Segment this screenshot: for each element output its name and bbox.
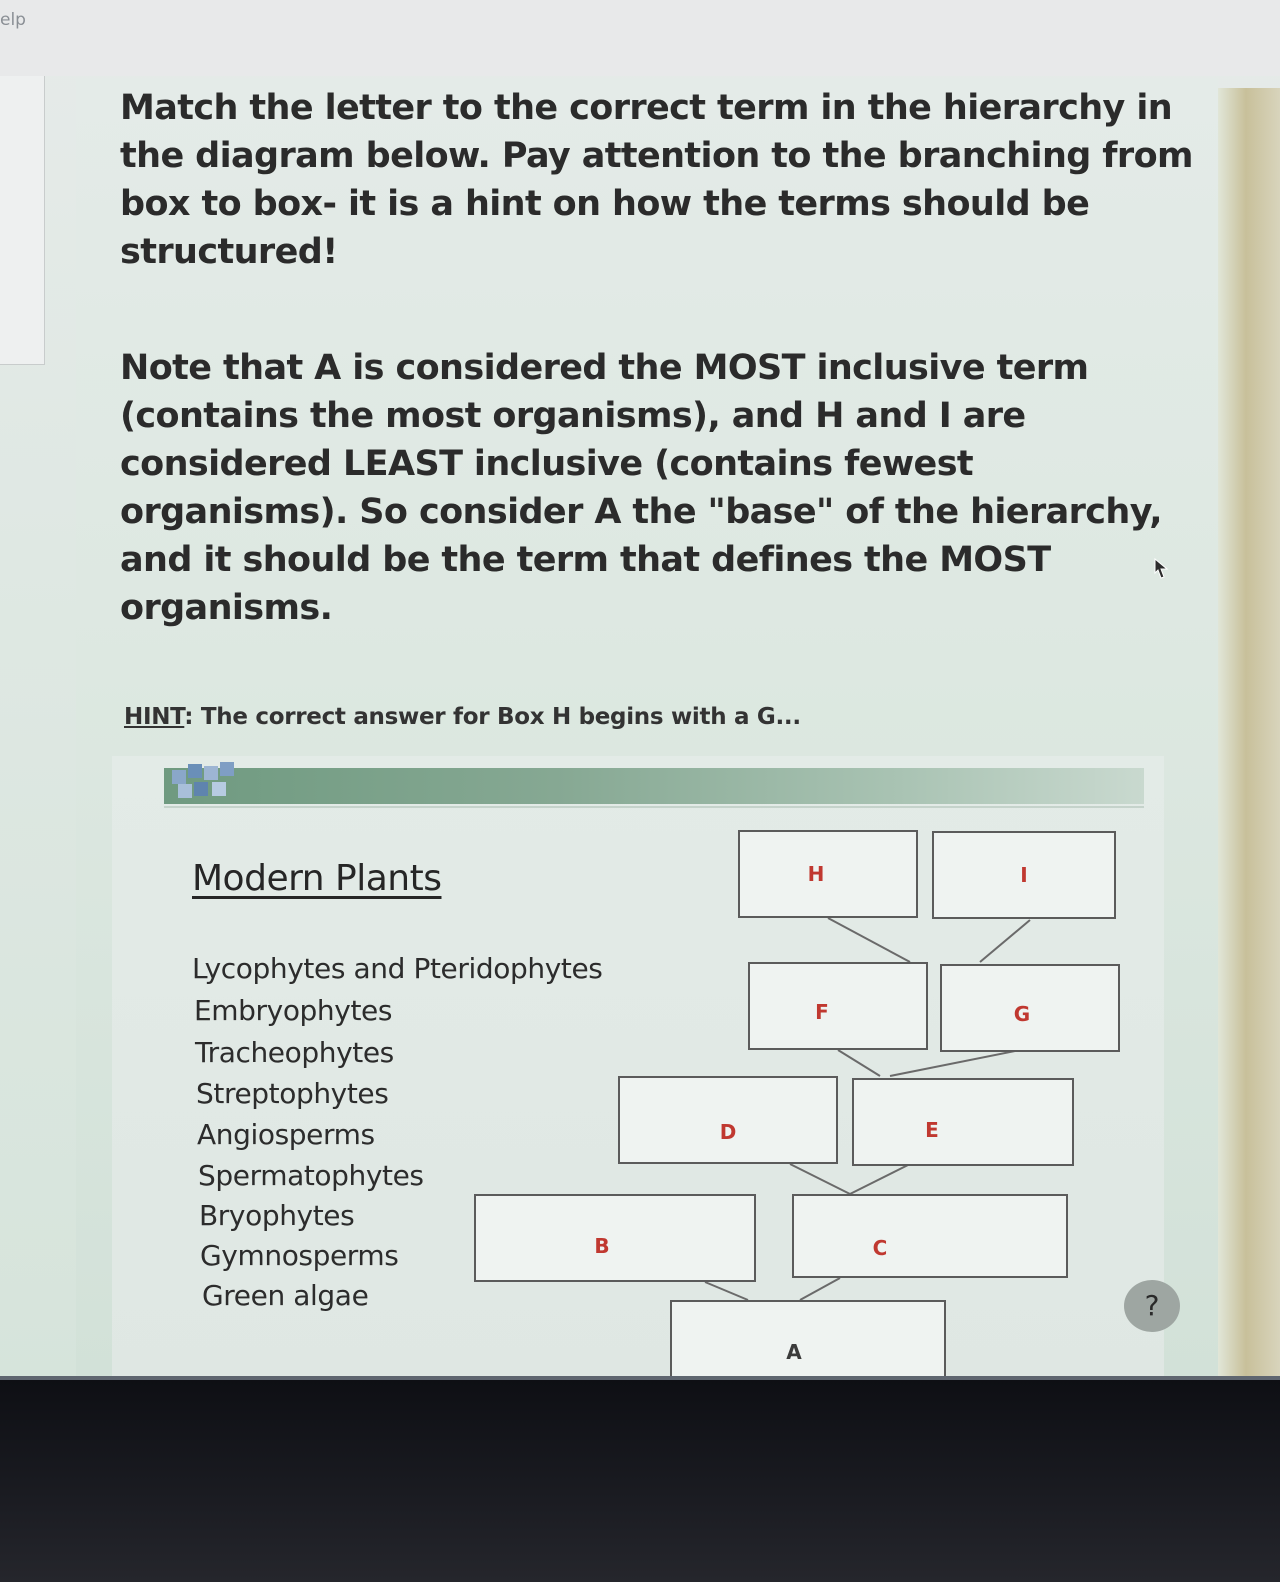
- box-g-letter: G: [1013, 1002, 1031, 1026]
- drop-box-g[interactable]: [940, 964, 1120, 1052]
- header-squares-decoration: [164, 760, 244, 806]
- instruction-paragraph-2: Note that A is considered the MOST inclusive term (contains the most organisms), and H and I are considered LEAST inclusive (contains fewest organisms). So consider A the "base" of the hierarchy, and it should be the term that defines the MOST organisms.: [120, 348, 1162, 628]
- top-bar: [0, 0, 1280, 76]
- box-e-letter: E: [925, 1118, 939, 1142]
- drop-box-c[interactable]: [792, 1194, 1068, 1278]
- diagram-header-bar: [164, 768, 1144, 804]
- mouse-cursor-icon: [1152, 557, 1170, 579]
- box-c-letter: C: [872, 1236, 888, 1260]
- box-b-letter: B: [594, 1234, 610, 1258]
- drop-box-a[interactable]: [670, 1300, 946, 1380]
- box-d-letter: D: [719, 1120, 737, 1144]
- hint-text: : The correct answer for Box H begins with a G...: [184, 704, 801, 730]
- term-angiosperms[interactable]: Angiosperms: [197, 1118, 375, 1151]
- term-streptophytes[interactable]: Streptophytes: [196, 1077, 389, 1110]
- hint-line: [124, 704, 801, 730]
- help-button[interactable]: ?: [1124, 1280, 1180, 1332]
- box-f-letter: F: [815, 1000, 829, 1024]
- drop-box-i[interactable]: [932, 831, 1116, 919]
- drop-box-e[interactable]: [852, 1078, 1074, 1166]
- hint-label: HINT: [124, 704, 185, 730]
- term-lycophytes-and-pteridophytes[interactable]: Lycophytes and Pteridophytes: [192, 952, 603, 985]
- term-green-algae[interactable]: Green algae: [202, 1279, 369, 1312]
- term-spermatophytes[interactable]: Spermatophytes: [198, 1159, 424, 1192]
- drop-box-b[interactable]: [474, 1194, 756, 1282]
- term-embryophytes[interactable]: Embryophytes: [194, 994, 393, 1027]
- box-i-letter: I: [1020, 863, 1028, 887]
- help-label[interactable]: elp: [0, 10, 26, 30]
- term-tracheophytes[interactable]: Tracheophytes: [195, 1036, 394, 1069]
- drop-box-d[interactable]: [618, 1076, 838, 1164]
- right-scroll-strip[interactable]: [1218, 88, 1280, 1388]
- monitor-bezel: [0, 1380, 1280, 1582]
- term-bryophytes[interactable]: Bryophytes: [199, 1199, 355, 1232]
- left-panel: [0, 76, 45, 365]
- box-a-letter: A: [786, 1340, 802, 1364]
- term-gymnosperms[interactable]: Gymnosperms: [200, 1239, 399, 1272]
- box-h-letter: H: [807, 862, 825, 886]
- drop-box-f[interactable]: [748, 962, 928, 1050]
- diagram-title: Modern Plants: [192, 858, 442, 899]
- diagram-divider: [164, 806, 1144, 808]
- drop-box-h[interactable]: [738, 830, 918, 918]
- instruction-paragraph-1: Match the letter to the correct term in the hierarchy in the diagram below. Pay attention to the branching from box to box- it is a hint on how the terms should be structured!: [120, 88, 1193, 272]
